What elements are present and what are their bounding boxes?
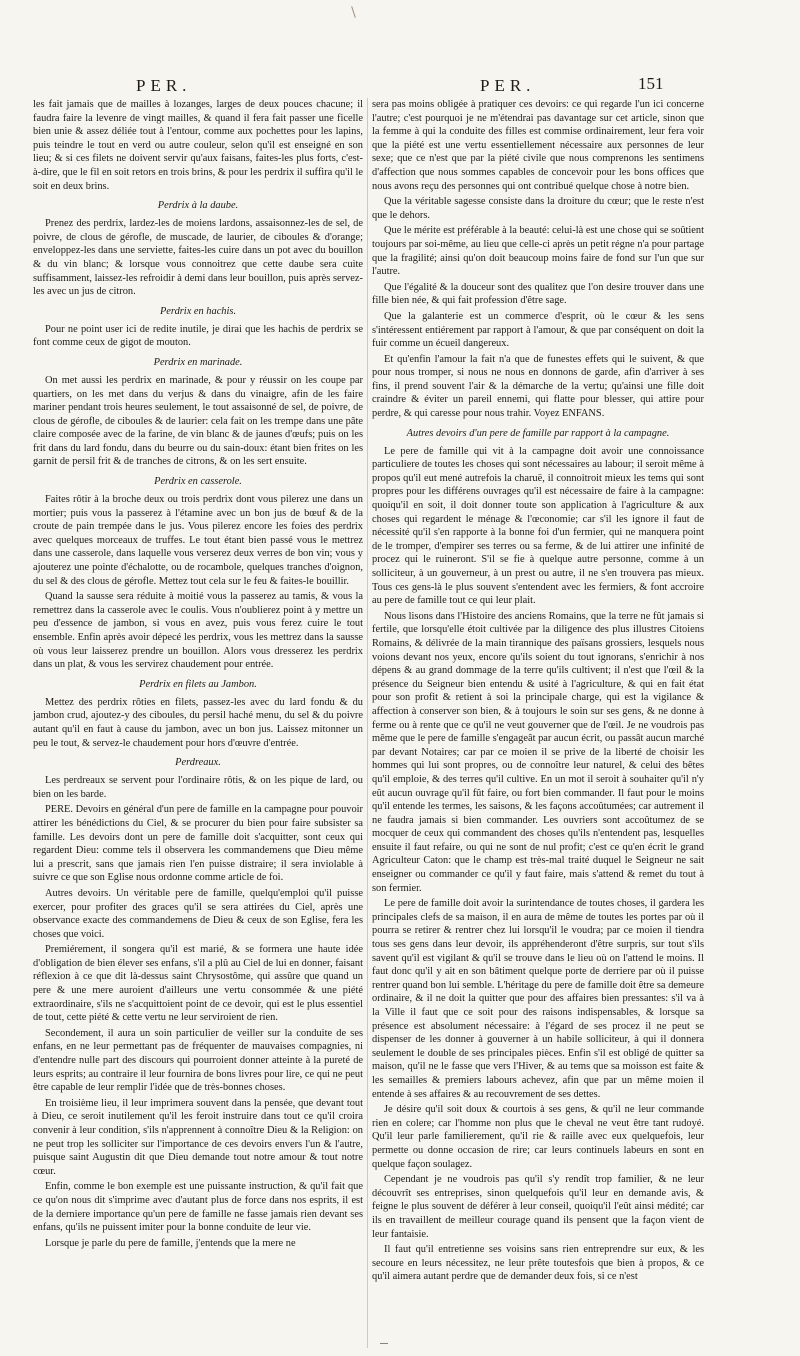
section-heading: Perdrix en marinade. — [153, 356, 243, 368]
paragraph: Il faut qu'il entretienne ses voisins sans rien entreprendre sur eux, & les secoure en leurs nécessitez, ne leur prête toutesfois que bien à propos, & ce qu'il aimera autant perdre que de demander deux fois, si ce n'est — [372, 1244, 704, 1283]
paragraph: Pour ne point user ici de redite inutile, je dirai que les hachis de perdrix se font comme ceux de gigot de mouton. — [33, 323, 363, 349]
paragraph: Que l'égalité & la douceur sont des qualitez que l'on desire trouver dans une fille bien née, & qui fait profession d'être sage. — [372, 281, 704, 307]
running-head-left: PER. — [136, 76, 192, 95]
paragraph: Les perdreaux se servent pour l'ordinaire rôtis, & on les pique de lard, ou bien on les barde. — [33, 775, 363, 800]
page-mark — [380, 1343, 388, 1344]
paragraph: Premiérement, il songera qu'il est marié, & se formera une haute idée d'obligation de bien élever ses enfans, s'il a plû au Ciel de lui en donner, faisant réflexion à ce que dit là-dessus saint Chrysostôme, qui assûre que quand un pere & une mere auroient d'ailleurs une vertu consommée & une piété extraordinaire, s'ils ne s'acquittoient point de ce devoir, qui est le plus essentiel de tout, cette piété & cette vertu ne leur serviroient de rien. — [33, 944, 363, 1024]
section-heading: Perdrix en filets au Jambon. — [139, 678, 257, 690]
entry-paragraph: PERE. Devoirs en général d'un pere de famille en la campagne pour pouvoir attirer les bénédictions du Ciel, & se procurer du bien pour faire subsister sa famille. Les devoirs dont un pere de famille doit s'acquitter, sont ceux qui regardent Dieu: comme tels il observera les commandemens que Dieu même lui a prescrit, sans que jamais rien l'en puisse distraire; il sera inviolable à suivre ce que son Eglise nous ordonne comme article de foi. — [33, 804, 363, 884]
paragraph: Je désire qu'il soit doux & courtois à ses gens, & qu'il ne leur commande rien en colere; car l'homme non plus que le cheval ne veut être tant rudoyé. Qu'il leur parle familierement, qu'il rie & raille avec eux quelquefois, leur permette ou donne occasion de rire; car leurs continuels labeurs en sont en quelque façon soulagez. — [372, 1104, 704, 1170]
paragraph: On met aussi les perdrix en marinade, & pour y réussir on les coupe par quartiers, on les met dans du verjus & dans du vinaigre, afin de les faire mariner pendant trois heures seulement, le tout assaisonné de sel, de poivre, de clous de gérofle, de ciboules & de laurier: cela fait on les trempe dans une pâte claire composée avec de la farine, de vin blanc & de jaunes d'œufs; puis on les frit dans du lard fondu, dans du beurre ou du sain-doux: étant bien frites on les garnit de persil frit & de tranches de citrons, & on les sert ensuite. — [33, 374, 363, 468]
paragraph: Que la galanterie est un commerce d'esprit, où le cœur & les sens s'intéressent entiérement par rapport à l'amour, & que par conséquent on doit la fuir comme un écueil dangereux. — [372, 310, 704, 350]
paragraph: Et qu'enfin l'amour la fait n'a que de funestes effets qui le suivent, & que pour nous tromper, si nous ne nous en donnons de garde, afin d'arriver à ses fins, il prend souvent l'air & la démarche de la vertu; qu'ainsi une fille doit craindre & éviter un pareil ennemi, qui flatte pour blesser, qui attire pour perdre, & qui caresse pour nous trahir. Voyez ENFANS. — [372, 353, 704, 420]
paragraph: Prenez des perdrix, lardez-les de moiens lardons, assaisonnez-les de sel, de poivre, de clous de gérofle, de muscade, de laurier, de ciboules & d'orange; enveloppez-les dans une serviette, faites-les cuire dans un pot avec du bouillon & du vin blanc; & lorsque vous connoitrez que cette daube sera cuite suffisamment, laissez-les refroidir à demi dans leur bouillon, puis après servez-les avec un jus de citron. — [33, 218, 363, 298]
page-number: 151 — [638, 74, 664, 93]
section-heading: Perdrix en hachis. — [159, 305, 237, 317]
paragraph: Secondement, il aura un soin particulier de veiller sur la conduite de ses enfans, en ne leur permettant pas de fréquenter de mauvaises compagnies, ni d'entendre nulle part des discours qui pourroient donner atteinte à la pureté de leurs esprits; au contraire il leur fournira de bons livres pour lire, ce qui ne peut être capable de leur remplir l'idée que de très-bonnes choses. — [33, 1027, 363, 1094]
section-heading: Perdrix en casserole. — [154, 476, 242, 488]
paragraph: les fait jamais que de mailles à lozanges, larges de deux pouces chacune; il faudra faire la levenre de vingt mailles, & quand il fera fait passer une ficelle bien unie & assez déliée tout à l'entour, comme aux pochettes pour les lapins, puis teindre le tout en verd ou autre couleur, selon qu'il est enseigné en son lieu; & si ces filets ne doivent servir qu'aux faisans, faites-les plus forts, c'est-à-dire, que le fil en soit retors en trois brins, & pour les perdrix il suffira qu'il le soit en deux brins. — [33, 99, 363, 192]
column-divider — [367, 98, 368, 1348]
paragraph: Lorsque je parle du pere de famille, j'entends que la mere ne — [45, 1237, 296, 1249]
paragraph: sera pas moins obligée à pratiquer ces devoirs: ce qui regarde l'un ici concerne l'autre; c'est pourquoi je ne m'étendrai pas davantage sur cet article, sinon que la femme à qui la conduite des filles est commise ordinairement, leur fera voir que la piété est une vertu essentiellement nécessaire aux personnes de leur sexe; que ce n'est que par la piété civile que nous comprenons les sentimens d'affection que nous sommes capables de concevoir pour les bons offices que nous avons reçu des personnes qui ont contribué quelque chose à notre bien. — [372, 99, 704, 192]
paragraph: Enfin, comme le bon exemple est une puissante instruction, & qu'il fait que ce qu'on nous dit s'imprime avec d'autant plus de force dans nos esprits, il est de la derniere importance qu'un pere de famille ne fasse jamais rien devant ses enfans, qu'ils ne puissent imiter pour la bonne conduite de leur vie. — [33, 1181, 363, 1234]
running-head-right: PER. — [480, 76, 536, 95]
paragraph: Que le mérite est préférable à la beauté: celui-là est une chose qui se soûtient toujours par soi-même, au lieu que celle-ci après un petit régne n'a pour partage que la fragilité; ainsi qu'on doit beaucoup moins faire de fond sur l'un que sur l'autre. — [372, 225, 704, 278]
section-heading: Autres devoirs d'un pere de famille par rapport à la campagne. — [406, 427, 670, 439]
paragraph: En troisième lieu, il leur imprimera souvent dans la pensée, que devant tout à Dieu, ce seroit inutilement qu'il les feroit instruire dans tout ce qu'il croira convenir à leur condition, s'ils n'apprennent à connoître Dieu & la Religion: on ne peut trop les solliciter sur l'importance de ces devoirs envers l'un & l'autre, puisque saint Augustin dit que Dieu demande tout notre amour & tout notre cœur. — [33, 1097, 363, 1177]
paragraph: Le pere de famille qui vit à la campagne doit avoir une connoissance particuliere de toutes les choses qui sont nécessaires au labour; il seroit même à propos qu'il eut mené autrefois la charuë, il connoitroit mieux les tems qui sont propres pour les différens ouvrages qu'il est nécessaire de faire à la campagne: quoiqu'il en soit, il doit donner toute son application à l'agriculture & aux choses qui regardent le ménage & l'œconomie; car s'il les ignore il faut de nécessité qu'il s'en rapporte à la bonne foi d'un fermier, qui ne manquera point de le tromper, d'empirer ses terres ou sa ferme, & de lui attirer une infinité de procez qui le ruineront. S'il se fie à quelque autre personne, comme à un solliciteur, à un gouverneur, à un prest ou autre, il ne s'en trouvera pas mieux. Tous ces gens-là le plus souvent s'entendent avec les fermiers, & font accroire au pere de famille tout ce qui leur plait. — [372, 445, 704, 607]
section-heading: Perdrix à la daube. — [157, 200, 239, 212]
paragraph: Mettez des perdrix rôties en filets, passez-les avec du lard fondu & du jambon crud, ajoutez-y des ciboules, du persil haché menu, du sel & du poivre autant qu'il en faut à cause du jambon, avec un bon jus. Laissez mitonner un peu le tout, & servez-le chaudement pour hors d'œuvre d'entrée. — [33, 696, 363, 749]
paragraph: Le pere de famille doit avoir la surintendance de toutes choses, il gardera les principales clefs de sa maison, il en aura de même de toutes les portes par où il pourra se retirer & rentrer chez lui lorsqu'il le voudra; par ce moien il tiendra tous ses gens dans leur devoir, ils appréhenderont d'être surpris, sur tout s'ils savent qu'il est vigilant & qu'il se trouve dans le lieu où on l'attend le moins. Il faut donc qu'il y ait en son bâtiment quelque porte de derriere par où il puisse rentrer quand bon lui semble. L'héritage du pere de famille doit être sa demeure ordinaire, & il ne doit la quitter que pour des affaires bien pressantes: s'il va à la Ville il faut que ce soit pour des raisons indispensables, & lorsque sa présence est absolument nécessaire: à l'égard de ses procez il ne peut se dispenser de les donner à gouverner à un habile solliciteur, à qui il donnera seulement le double de ses principales pièces. Enfin s'il est obligé de quitter sa maison, qu'il ne le fasse que vers l'Hiver, & au tems que sa moisson est faite & les semailles & premiers labours achevez, afin que par un même moien il entende à ses affaires & au recouvrement de ses dettes. — [372, 898, 704, 1100]
paragraph: Quand la sausse sera réduite à moitié vous la passerez au tamis, & vous la remettrez dans la casserole avec le coulis. Vous n'oublierez point à y mettre un peu d'essence de jambon, si vous en avez, puis vous ferez cuire le tout ensemble. Enfin après avoir dépecé les perdrix, vous les mettrez dans la sausse où vous leur laisserez prendre un bouillon. Alors vous dresserez les perdrix dans un plat, & vous les servirez chaudement pour entrée. — [33, 591, 363, 671]
page-mark — [351, 6, 356, 18]
right-column — [372, 98, 704, 1286]
paragraph: Que la véritable sagesse consiste dans la droiture du cœur; que le reste n'est que le dehors. — [372, 196, 704, 221]
paragraph: Faites rôtir à la broche deux ou trois perdrix dont vous pilerez une dans un mortier; puis vous la passerez à l'étamine avec un bon jus de bœuf & de la croute de pain trempée dans le jus. Vous pilerez encore les foies des perdrix avec quelques morceaux de truffes. Le tout étant bien passé vous le mettrez dans une casserole, dans laquelle vous verserez deux verres de bon vin; vous y ajouterez une pointe d'échalotte, ou de rocambole, quelques tranches d'oignon, du sel & des clous de gérofle. Mettez tout cela sur le feu & faites-le bouillir. — [33, 494, 363, 587]
left-column — [33, 98, 363, 1252]
section-heading: Perdreaux. — [175, 757, 221, 769]
paragraph: Cependant je ne voudrois pas qu'il s'y rendît trop familier, & ne leur découvrît ses entreprises, sinon quelquefois qu'il leur en demande avis, & feigne le plus souvent de déférer à leur conseil, quoiqu'il l'eût ainsi médité; car ils en travaillent de meilleur courage quand ils pensent que la façon vient de leur fantaisie. — [372, 1174, 704, 1240]
paragraph: Nous lisons dans l'Histoire des anciens Romains, que la terre ne fût jamais si fertile, que lorsqu'elle étoit cultivée par la diligence des plus illustres Citoiens Romains, & délivrée de la main tirannique des païsans grossiers, lesquels nous voions devant nos yeux, encore qu'ils soient du tout ignorans, s'enrichir à nos dépens & au grand dommage de la terre qu'ils cultivent; il n'est que l'œil & la présence du Seigneur bien entendu & usité à l'agriculture, & qui en fait état pour son profit & retient à soi la principale charge, qui est la vigilance & affection à conserver son bien, & à toujours le soin sur ses gens, & ne donne à ferme ou à rente que ce qu'il ne veut gouverner que de l'œil. Je ne voudrois pas même que le pere de famille s'engageât par aucun écrit, ou passât aucun marché par devant Notaires; car par ce moien il se prive de la liberté de choisir les hommes qui lui sont propres, ou de connoître leur naturel, & celui des bêtes qu'il emploie, & des terres qu'il cultive. En un mot il seroit à souhaiter qu'il n'y eût aucun ouvrage qu'il fût faire, ou fort bien commander. Il faut pour le moins qu'il entende les termes, les saisons, & les façons accoûtumées; car autrement il ne faudra jamais si bien commander. Les ouvriers sont accoûtumez de se mocquer de ceux qui commandent des choses qu'ils n'entendent pas, lesquelles ensuite il faut refaire, ou qui ne sont de nul profit; c'est ce qu'en écrit le grand Agriculteur Caton: que le champ est très-mal traité duquel le Seigneur ne sait enseigner ou commander ce qu'il y faut faire, mais s'attend & remet du tout à son fermier. — [372, 610, 704, 894]
paragraph: Autres devoirs. Un véritable pere de famille, quelqu'emploi qu'il puisse exercer, pour profiter des graces qu'il se sera attirées du Ciel, après une observance exacte des commandemens de Dieu & ceux de son Eglise, fera les choses que voici. — [33, 887, 363, 940]
